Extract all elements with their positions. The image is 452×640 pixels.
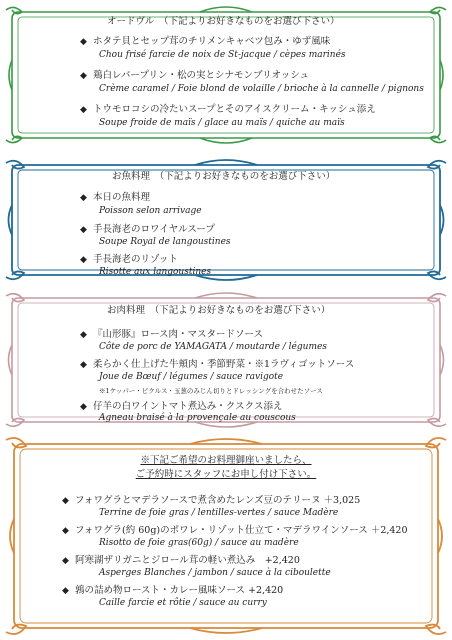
menu-item-fr: Soupe Royal de langoustines	[99, 237, 231, 247]
menu-item-ja: 仔羊の白ワイントマト煮込み・クスクス添え	[93, 401, 283, 412]
menu-item	[80, 356, 354, 370]
menu-item-fr: Caille farcie et rôtie / sauce au curry	[99, 598, 267, 608]
diamond-icon: ◆	[62, 526, 69, 536]
menu-item-fr: Joue de Bœuf / légumes / sauce ravigote	[99, 372, 284, 382]
menu-item-ja: 手長海老のロワイヤルスープ	[93, 224, 215, 235]
notice-line: ご予約時にスタッフにお申し付け下さい。	[135, 469, 317, 480]
menu-item-fr: Poisson selon arrivage	[99, 206, 202, 216]
menu-item-ja: 阿寒湖ザリガニとジロール茸の軽い煮込み +2,420	[75, 555, 300, 566]
menu-item-fr: Risotto de foie gras(60g) / sauce au madère	[99, 538, 299, 548]
diamond-icon: ◆	[80, 193, 87, 203]
menu-item	[80, 101, 376, 115]
menu-item-ja: ホタテ貝とセップ茸のチリメンキャベツ包み・ゆず風味	[93, 36, 331, 47]
menu-item-fr: Agneau braisé à la provençale au couscous	[99, 413, 296, 423]
menu-item	[80, 67, 309, 81]
menu-item-fr: Terrine de foie gras / lentilles-vertes / sauce Madère	[99, 508, 339, 518]
section-header: お魚料理 （下記よりお好きなものをお選び下さい）	[112, 171, 336, 182]
menu-item	[80, 398, 283, 412]
diamond-icon: ◆	[80, 71, 87, 81]
menu-item	[80, 326, 263, 340]
section-meat	[0, 290, 452, 430]
diamond-icon: ◆	[62, 496, 69, 506]
menu-item	[62, 552, 300, 566]
menu-item-ja: トウモロコシの冷たいスープとそのアイスクリーム・キッシュ添え	[93, 104, 376, 115]
menu-item-ja: 鶉の詰め物ロースト・カレー風味ソース +2,420	[75, 585, 284, 596]
diamond-icon: ◆	[80, 360, 87, 370]
menu-item-ja: フォワグラ(約 60g)のポワレ・リゾット仕立て・マデラワインソース ＋2,420	[75, 525, 408, 536]
menu-item-fr: Côte de porc de YAMAGATA / moutarde / légumes	[99, 342, 327, 352]
footnote: ※1ケッパー・ピクルス・玉葱のみじん切りとドレッシングを合わせたソース	[99, 387, 323, 395]
section-supplement	[0, 434, 452, 638]
menu-item-fr: Soupe froide de maïs / glace au maïs / quiche au maïs	[99, 118, 345, 128]
menu-item	[80, 189, 150, 203]
notice-line: ※下記ご希望のお料理御座いましたら、	[140, 455, 312, 466]
menu-item	[62, 582, 283, 596]
menu-item-ja: 柔らかく仕上げた牛頬肉・季節野菜・※1ラヴィゴットソース	[93, 359, 355, 370]
section-fish	[0, 155, 452, 285]
diamond-icon: ◆	[62, 586, 69, 596]
menu-item-ja: 『山形豚』ロース肉・マスタードソース	[93, 329, 264, 340]
diamond-icon: ◆	[80, 105, 87, 115]
menu-item-ja: 本日の魚料理	[93, 192, 151, 203]
diamond-icon: ◆	[80, 330, 87, 340]
diamond-icon: ◆	[80, 37, 87, 47]
menu-item-fr: Risotte aux langoustines	[99, 267, 212, 277]
menu-item-ja: 鶏白レバープリン・松の実とシナモンブリオッシュ	[93, 70, 310, 81]
menu-item-fr: Chou frisé farcie de noix de St-jacque / cèpes marinés	[99, 50, 346, 60]
menu-item-ja: フォワグラとマデラソースで煮含めたレンズ豆のテリーヌ ＋3,025	[75, 495, 361, 506]
menu-item	[80, 251, 178, 265]
menu-item-fr: Crème caramel / Foie blond de volaille / brioche à la cannelle / pignons	[99, 84, 424, 94]
diamond-icon: ◆	[80, 255, 87, 265]
menu-item	[62, 492, 360, 506]
diamond-icon: ◆	[80, 402, 87, 412]
menu-item	[80, 221, 215, 235]
menu-item-ja: 手長海老のリゾット	[93, 254, 178, 265]
menu-item-fr: Asperges Blanches / jambon / sauce à la ciboulette	[99, 568, 331, 578]
section-hors-doeuvre	[0, 0, 452, 150]
section-header: お肉料理 （下記よりお好きなものをお選び下さい）	[107, 305, 331, 316]
diamond-icon: ◆	[62, 556, 69, 566]
diamond-icon: ◆	[80, 225, 87, 235]
menu-item	[62, 522, 408, 536]
section-header: オードヴル （下記よりお好きなものをお選び下さい）	[107, 16, 340, 27]
menu-item	[80, 33, 330, 47]
